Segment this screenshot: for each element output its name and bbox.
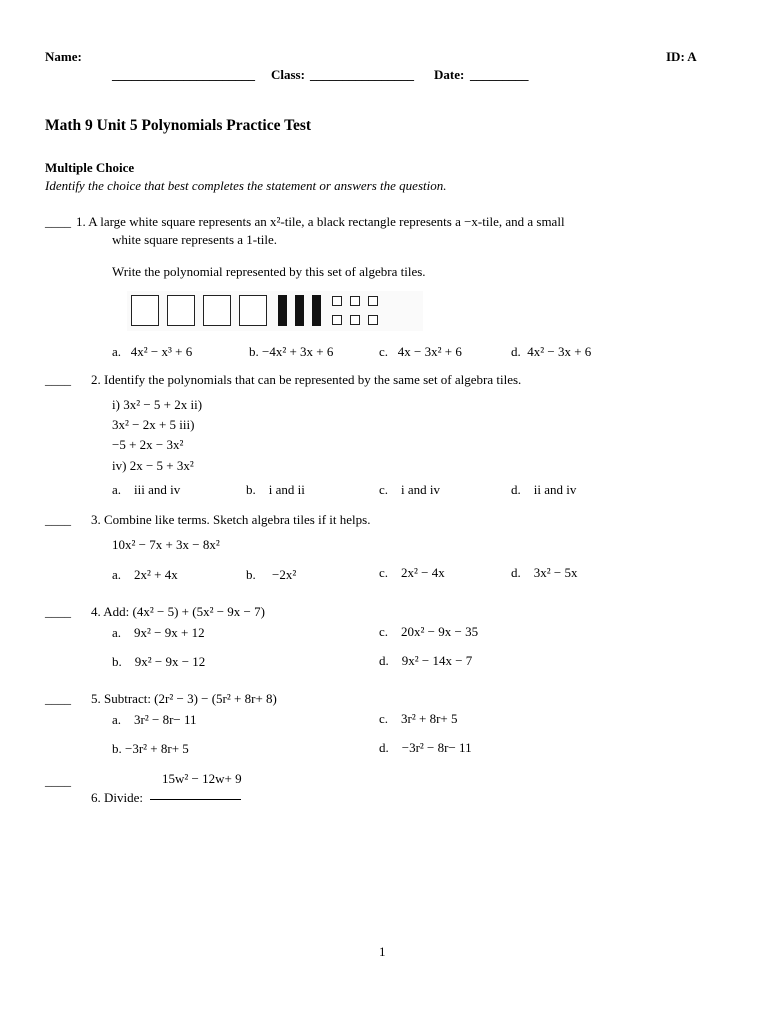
q2-choice-c[interactable]: c. i and iv bbox=[379, 482, 441, 497]
algebra-tiles-figure bbox=[127, 291, 423, 331]
x2-tile bbox=[167, 295, 195, 326]
q4-choice-a[interactable]: a. 9x² − 9x + 12 bbox=[112, 625, 205, 640]
answer-blank[interactable]: ____ bbox=[45, 214, 71, 229]
q4-choice-b[interactable]: b. 9x² − 9x − 12 bbox=[112, 654, 206, 669]
q4-choice-c[interactable]: c. 20x² − 9x − 35 bbox=[379, 624, 479, 639]
q2-choice-b[interactable]: b. i and ii bbox=[246, 482, 305, 497]
date-label: Date: bbox=[434, 67, 465, 82]
q4-choice-d[interactable]: d. 9x² − 14x − 7 bbox=[379, 653, 473, 668]
q2-line: i) 3x² − 5 + 2x ii) bbox=[112, 397, 203, 412]
q1-choice-c[interactable]: c. 4x − 3x² + 6 bbox=[379, 344, 462, 359]
q5-choice-b[interactable]: b. −3r² + 8r+ 5 bbox=[112, 741, 189, 756]
q5-choice-d[interactable]: d. −3r² − 8r− 11 bbox=[379, 740, 472, 755]
class-field[interactable]: ________________ bbox=[310, 67, 414, 82]
q2-line: 3x² − 2x + 5 iii) bbox=[112, 417, 195, 432]
x2-tile bbox=[131, 295, 159, 326]
section-instructions: Identify the choice that best completes the statement or answers the question. bbox=[45, 178, 447, 193]
section-heading: Multiple Choice bbox=[45, 160, 135, 175]
q1-choice-d[interactable]: d. 4x² − 3x + 6 bbox=[511, 344, 592, 359]
unit-tile bbox=[350, 315, 360, 325]
q3-choice-b[interactable]: b. −2x² bbox=[246, 567, 297, 582]
q2-choice-d[interactable]: d. ii and iv bbox=[511, 482, 577, 497]
q2-stem: 2. Identify the polynomials that can be represented by the same set of algebra tiles. bbox=[91, 372, 522, 387]
test-id: ID: A bbox=[666, 49, 697, 64]
answer-blank[interactable]: ____ bbox=[45, 773, 71, 788]
date-field[interactable]: _________ bbox=[470, 67, 529, 82]
q1-choice-a[interactable]: a. 4x² − x³ + 6 bbox=[112, 344, 193, 359]
neg-x-tile bbox=[312, 295, 321, 326]
answer-blank[interactable]: ____ bbox=[45, 512, 71, 527]
q1-prompt: Write the polynomial represented by this set of algebra tiles. bbox=[112, 264, 426, 279]
answer-blank[interactable]: ____ bbox=[45, 604, 71, 619]
q6-stem: 6. Divide: bbox=[91, 790, 143, 805]
x2-tile bbox=[203, 295, 231, 326]
q5-choice-c[interactable]: c. 3r² + 8r+ 5 bbox=[379, 711, 458, 726]
q5-choice-a[interactable]: a. 3r² − 8r− 11 bbox=[112, 712, 197, 727]
q3-choice-c[interactable]: c. 2x² − 4x bbox=[379, 565, 445, 580]
answer-blank[interactable]: ____ bbox=[45, 372, 71, 387]
x2-tile bbox=[239, 295, 267, 326]
q3-expression: 10x² − 7x + 3x − 8x² bbox=[112, 537, 220, 552]
unit-tile bbox=[368, 315, 378, 325]
name-field[interactable]: ______________________ bbox=[112, 67, 255, 82]
q3-choice-a[interactable]: a. 2x² + 4x bbox=[112, 567, 178, 582]
name-label: Name: bbox=[45, 49, 82, 64]
neg-x-tile bbox=[278, 295, 287, 326]
fraction-bar bbox=[150, 799, 241, 800]
q4-stem: 4. Add: (4x² − 5) + (5x² − 9x − 7) bbox=[91, 604, 265, 619]
unit-tile bbox=[350, 296, 360, 306]
q1-stem-line1: 1. A large white square represents an x²-tile, a black rectangle represents a −x-tile, and a small bbox=[76, 214, 565, 229]
q6-numerator: 15w² − 12w+ 9 bbox=[162, 771, 242, 786]
q2-line: iv) 2x − 5 + 3x² bbox=[112, 458, 194, 473]
unit-tile bbox=[332, 296, 342, 306]
unit-tile bbox=[368, 296, 378, 306]
q1-choice-b[interactable]: b. −4x² + 3x + 6 bbox=[249, 344, 334, 359]
q3-choice-d[interactable]: d. 3x² − 5x bbox=[511, 565, 578, 580]
q5-stem: 5. Subtract: (2r² − 3) − (5r² + 8r+ 8) bbox=[91, 691, 277, 706]
q3-stem: 3. Combine like terms. Sketch algebra tiles if it helps. bbox=[91, 512, 371, 527]
q2-choice-a[interactable]: a. iii and iv bbox=[112, 482, 181, 497]
class-label: Class: bbox=[271, 67, 305, 82]
unit-tile bbox=[332, 315, 342, 325]
page-number: 1 bbox=[379, 944, 386, 959]
answer-blank[interactable]: ____ bbox=[45, 691, 71, 706]
q1-stem-line2: white square represents a 1-tile. bbox=[112, 232, 277, 247]
neg-x-tile bbox=[295, 295, 304, 326]
q2-line: −5 + 2x − 3x² bbox=[112, 437, 184, 452]
page-title: Math 9 Unit 5 Polynomials Practice Test bbox=[45, 117, 312, 134]
